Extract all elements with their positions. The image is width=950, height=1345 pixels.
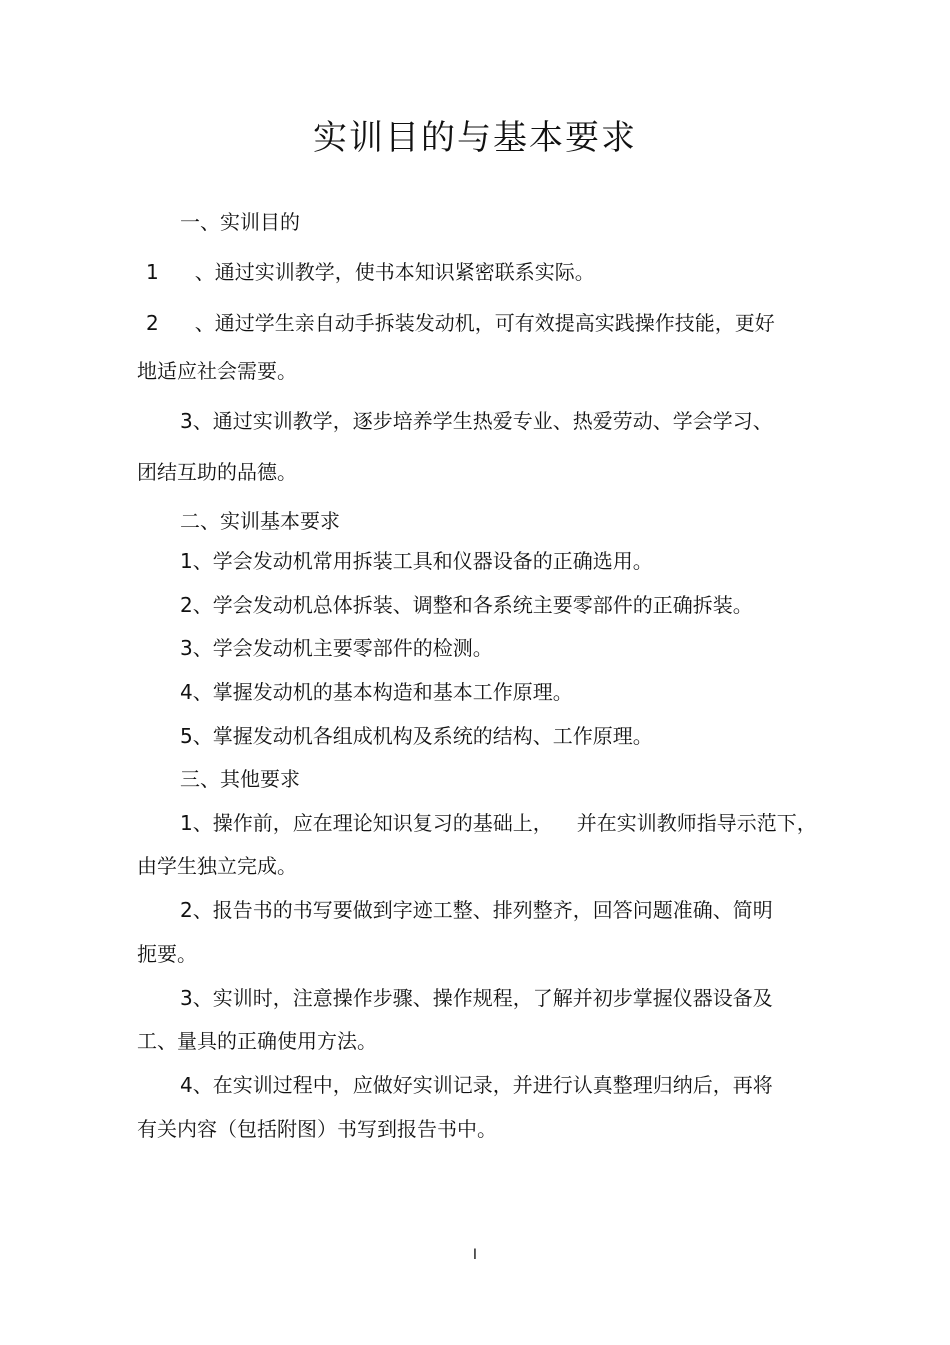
section-2-item-5: 5、掌握发动机各组成机构及系统的结构、工作原理。 [180, 724, 653, 748]
section-2-item-1: 1、学会发动机常用拆装工具和仪器设备的正确选用。 [180, 549, 653, 573]
section-3-item-4-line-2: 有关内容（包括附图）书写到报告书中。 [137, 1117, 497, 1141]
section-1-item-1-text: 、通过实训教学，使书本知识紧密联系实际。 [194, 260, 595, 284]
section-1-item-3-line-1: 3、通过实训教学，逐步培养学生热爱专业、热爱劳动、学会学习、 [180, 409, 773, 433]
section-1-item-3-line-2: 团结互助的品德。 [137, 460, 297, 484]
section-1-item-2-text: 、通过学生亲自动手拆装发动机，可有效提高实践操作技能，更好 [194, 311, 775, 335]
section-3-item-1-line-1 [180, 809, 817, 837]
section-3-item-3-line-2: 工、量具的正确使用方法。 [137, 1029, 377, 1053]
section-3-item-3-line-1: 3、实训时，注意操作步骤、操作规程，了解并初步掌握仪器设备及 [180, 986, 773, 1010]
section-1-heading: 一、实训目的 [180, 210, 300, 234]
section-1-item-2-line-1 [146, 309, 775, 337]
section-3-heading: 三、其他要求 [180, 767, 300, 791]
section-3-item-4-line-1: 4、在实训过程中，应做好实训记录，并进行认真整理归纳后，再将 [180, 1073, 773, 1097]
section-2-item-4: 4、掌握发动机的基本构造和基本工作原理。 [180, 680, 573, 704]
section-2-item-3: 3、学会发动机主要零部件的检测。 [180, 636, 493, 660]
section-1-item-2-line-2: 地适应社会需要。 [137, 359, 297, 383]
section-2-item-2: 2、学会发动机总体拆装、调整和各系统主要零部件的正确拆装。 [180, 593, 753, 617]
document-title: 实训目的与基本要求 [313, 118, 637, 158]
section-1-item-1 [146, 258, 595, 286]
section-3-item-1-part-b: 并在实训教师指导示范下， [576, 811, 817, 835]
section-1-item-1-number: 1 [146, 260, 159, 284]
section-3-item-2-line-2: 扼要。 [137, 942, 197, 966]
page-number: I [472, 1247, 478, 1263]
section-3-item-2-line-1: 2、报告书的书写要做到字迹工整、排列整齐，回答问题准确、简明 [180, 898, 773, 922]
section-3-item-1-line-2: 由学生独立完成。 [137, 854, 297, 878]
section-1-item-2-number: 2 [146, 311, 159, 335]
section-2-heading: 二、实训基本要求 [180, 509, 340, 533]
section-3-item-1-part-a: 1、操作前，应在理论知识复习的基础上， [180, 811, 553, 835]
